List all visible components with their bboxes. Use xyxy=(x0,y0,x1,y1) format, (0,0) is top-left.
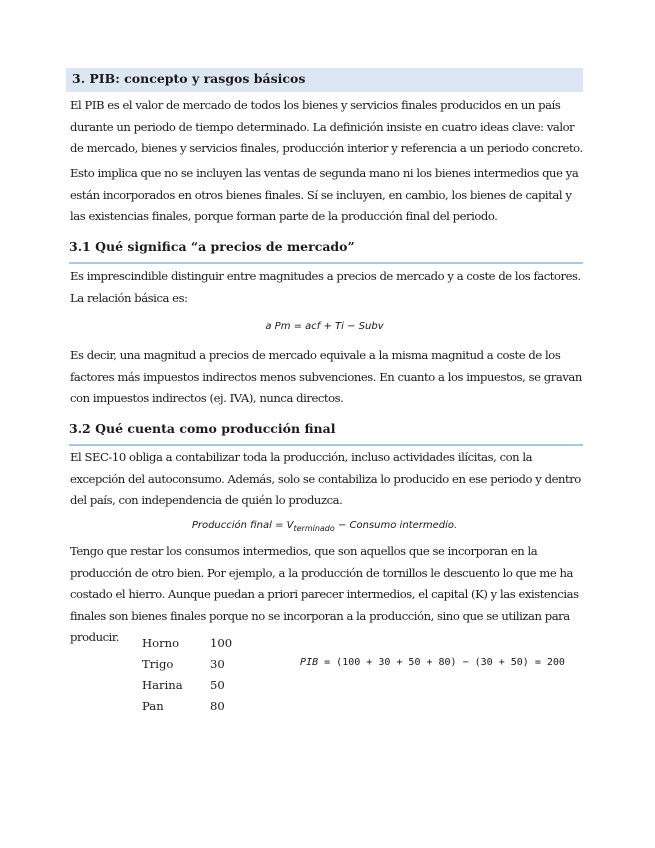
intro-paragraph-1: El PIB es el valor de mercado de todos los bienes y servicios finales producidos en un país durante un periodo de tiempo determinado. La definición insiste en cuatro ideas clave: valor de mercado, bienes y servicios finales, producción interior y referencia a un periodo concreto. xyxy=(70,98,583,155)
market-prices-equation: a Pm = acf + Ti − Subv xyxy=(265,321,384,332)
table-row-label: Horno xyxy=(142,636,180,650)
pib-equation-rhs: = (100 + 30 + 50 + 80) − (30 + 50) = 200 xyxy=(318,657,565,668)
equation-subscript: terminado xyxy=(293,524,335,533)
subsection-heading-final-production: 3.2 Qué cuenta como producción final xyxy=(69,421,583,446)
subsection-heading-market-prices: 3.1 Qué significa “a precios de mercado” xyxy=(69,239,583,264)
table-row-value: 30 xyxy=(210,657,225,671)
section-heading: 3. PIB: concepto y rasgos básicos xyxy=(66,68,583,92)
equation-left: Producción final = V xyxy=(191,520,294,531)
final-production-paragraph: El SEC-10 obliga a contabilizar toda la producción, incluso actividades ilícitas, con la excepción del autoconsumo. Además, solo se contabiliza lo producido en ese periodo y dentro del país, con independencia de quién lo produzca. xyxy=(70,450,581,507)
market-prices-explanation: Es decir, una magnitud a precios de mercado equivale a la misma magnitud a coste de los factores más impuestos indirectos menos subvenciones. En cuanto a los impuestos, se gravan con impuestos indirectos (ej. IVA), nunca directos. xyxy=(70,348,582,405)
table-row-value: 80 xyxy=(210,699,225,713)
table-row xyxy=(142,657,282,677)
table-row-label: Pan xyxy=(142,699,164,713)
intro-paragraph-2: Esto implica que no se incluyen las ventas de segunda mano ni los bienes intermedios que ya están incorporados en otros bienes finales. Sí se incluyen, en cambio, los bienes de capital y las existencias finales, porque forman parte de la producción final del periodo. xyxy=(70,166,579,223)
table-row-label: Harina xyxy=(142,678,183,692)
intermediate-consumption-paragraph: Tengo que restar los consumos intermedios, que son aquellos que se incorporan en la producción de otro bien. Por ejemplo, a la producción de tornillos le descuento lo que me ha costado el hierro. Aunque puedan a priori parecer intermedios, el capital (K) y las existencias finales son bienes finales porque no se incorporan a la producción, sino que se utilizan para producir. xyxy=(70,544,579,644)
final-production-equation xyxy=(66,520,583,533)
table-row xyxy=(142,678,282,698)
table-row xyxy=(142,699,282,719)
table-row-value: 100 xyxy=(210,636,233,650)
table-row xyxy=(142,636,282,656)
table-row-label: Trigo xyxy=(142,657,174,671)
table-row-value: 50 xyxy=(210,678,225,692)
pib-equation-lhs: PIB xyxy=(300,657,319,668)
equation-right: − Consumo intermedio. xyxy=(334,520,458,531)
market-prices-paragraph: Es imprescindible distinguir entre magnitudes a precios de mercado y a coste de los factores. La relación básica es: xyxy=(70,269,581,305)
pib-equation xyxy=(300,657,565,668)
